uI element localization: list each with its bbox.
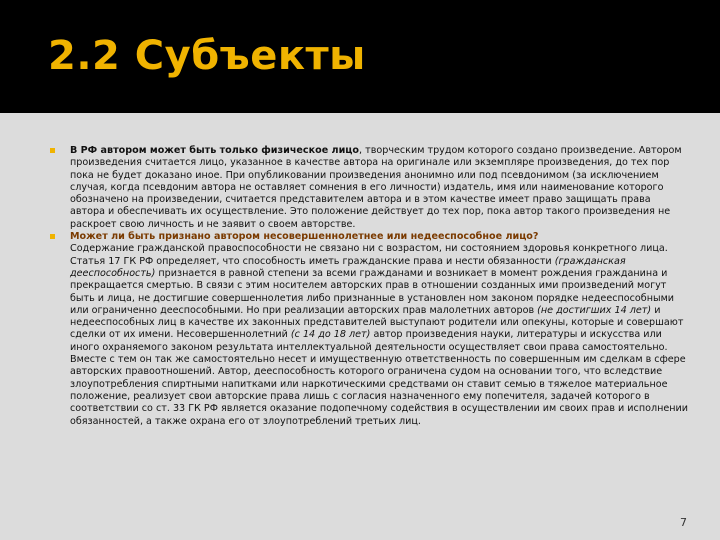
bullet-item-author-physical-person — [48, 145, 688, 231]
slide-content — [48, 145, 688, 428]
bullet-item-minor-author — [48, 231, 688, 428]
square-bullet-icon — [50, 234, 55, 239]
italic-term: (гражданская дееспособность) — [70, 255, 626, 279]
page-number: 7 — [680, 516, 687, 529]
bullet-lead-question: Может ли быть признано автором несовершеннолетнее или недееспособное лицо? — [70, 231, 539, 243]
bullet-text: , творческим трудом которого создано произведение. Автором произведения считается лицо, указанное в качестве автора на оригинале или экземпляре произведения, до тех пор пока не будет доказано иное. При опубликовании произведения анонимно или под псевдонимом (за исключением случая, когда псевдоним автора не оставляет сомнения в его личности) издатель, имя или наименование которого обозначено на произведении, считается представителем автора и в этом качестве имеет право защищать права автора и обеспечивать их осуществление. Это положение действует до тех пор, пока автор такого произведения не раскроет свою личность и не заявит о своем авторстве. — [70, 145, 682, 230]
italic-term: (с 14 до 18 лет) — [290, 329, 371, 341]
bullet-text: признается в равной степени за всеми гражданами и возникает в момент рождения гражданина и прекращается смертью. В связи с этим носителем авторских прав в отношении созданных ими произведений могут быть и лица, не достигшие совершеннолетия либо признанные в установлен ном законом порядке недееспособными или ограниченно дееспособными. Но при реализации авторских прав малолетних авторов — [70, 267, 675, 316]
bullet-text: автор произведения науки, литературы и искусства или иного охраняемого законом результата интеллектуальной деятельности осуществляет свои права самостоятельно. Вместе с тем он так же самостоятельно несет и имущественную ответственность по совершенным им сделкам в сфере авторских правоотношений. Автор, дееспособность которого ограничена судом на основании того, что вследствие злоупотребления спиртными напитками или наркотическими средствами он ставит семью в тяжелое материальное положение, реализует свои авторские права лишь с согласия назначенного ему попечителя, задачей которого в соответствии со ст. 33 ГК РФ является оказание подопечному содействия в осуществлении им своих прав и исполнении обязанностей, а также охрана его от злоупотреблений третьих лиц. — [70, 329, 689, 427]
bullet-lead: В РФ автором может быть только физическое лицо — [70, 145, 360, 156]
italic-term: (не достигших 14 лет) — [537, 304, 652, 316]
bullet-text: Содержание гражданской правоспособности не связано ни с возрастом, ни состоянием здоровья конкретного лица. Статья 17 ГК РФ определяет, что способность иметь гражданские права и нести обязанности — [70, 243, 668, 267]
bullet-text: и недееспособных лиц в качестве их законных представителей выступают родители или опекуны, которые и совершают сделки от их имени. Несовершеннолетний — [70, 304, 684, 341]
title-bar — [0, 0, 720, 113]
slide-title: 2.2 Субъекты — [48, 33, 366, 79]
square-bullet-icon — [50, 148, 55, 153]
